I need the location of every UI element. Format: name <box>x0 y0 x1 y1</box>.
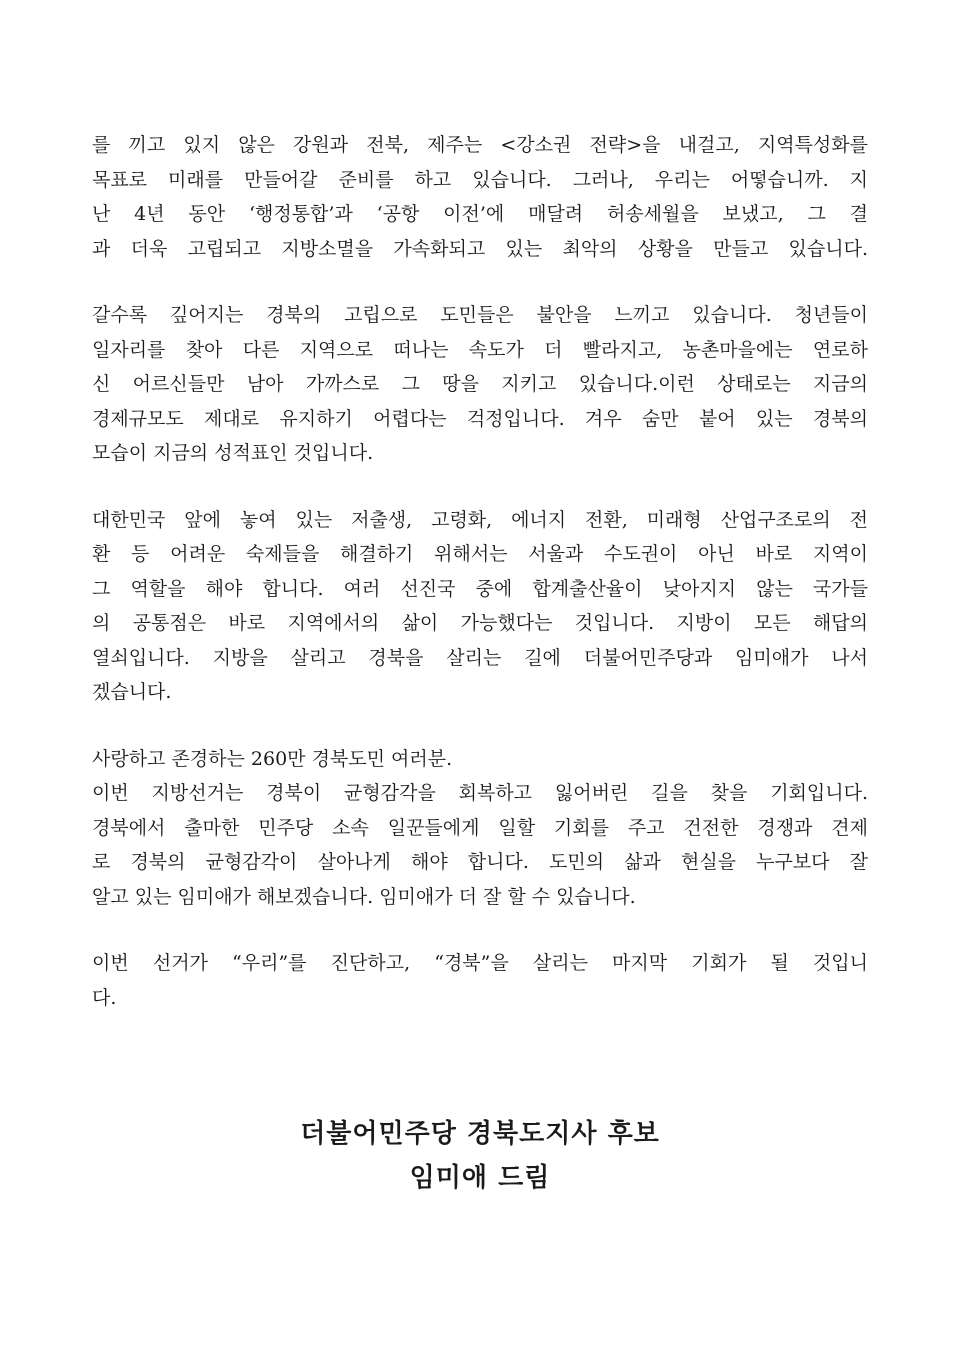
letter-body <box>92 128 868 1047</box>
text-line: 의 공통점은 바로 지역에서의 삶이 가능했다는 것입니다. 지방이 모든 해답의 <box>92 612 868 634</box>
text-line: 난 4년 동안 ‘행정통합’과 ‘공항 이전’에 매달려 허송세월을 보냈고, 그 결 <box>92 203 868 225</box>
text-line: 경제규모도 제대로 유지하기 어렵다는 걱정입니다. 겨우 숨만 붙어 있는 경북의 <box>92 407 868 430</box>
text-line: 를 끼고 있지 않은 강원과 전북, 제주는 <강소권 전략>을 내걸고, 지역특성화를 <box>92 134 868 156</box>
text-line: 대한민국 앞에 놓여 있는 저출생, 고령화, 에너지 전환, 미래형 산업구조로의 전 <box>92 508 868 531</box>
text-line: 열쇠입니다. 지방을 살리고 경북을 살리는 길에 더불어민주당과 임미애가 나서 <box>92 646 868 669</box>
text-line: 과 더욱 고립되고 지방소멸을 가속화되고 있는 최악의 상황을 만들고 있습니다. <box>92 237 868 260</box>
signature-affiliation: 더불어민주당 경북도지사 후보 <box>300 1119 660 1149</box>
signature-block <box>0 1112 960 1200</box>
text-line: 환 등 어려운 숙제들을 해결하기 위해서는 서울과 수도권이 아닌 바로 지역이 <box>92 543 868 565</box>
paragraph-2 <box>92 298 868 471</box>
text-line: 로 경북의 균형감각이 살아나게 해야 합니다. 도민의 삶과 현실을 누구보다 잘 <box>92 851 868 873</box>
paragraph-1 <box>92 128 868 266</box>
text-line: 갈수록 깊어지는 경북의 고립으로 도민들은 불안을 느끼고 있습니다. 청년들이 <box>92 304 868 326</box>
paragraph-5 <box>92 946 868 1015</box>
signature-name: 임미애 드림 <box>409 1163 551 1193</box>
text-line: 사랑하고 존경하는 260만 경북도민 여러분. <box>92 747 453 770</box>
text-line: 이번 선거가 “우리”를 진단하고, “경북”을 살리는 마지막 기회가 될 것입니 <box>92 952 868 974</box>
text-line: 모습이 지금의 성적표인 것입니다. <box>92 442 374 464</box>
paragraph-4 <box>92 742 868 915</box>
paragraph-3 <box>92 503 868 710</box>
text-line: 목표로 미래를 만들어갈 준비를 하고 있습니다. 그러나, 우리는 어떻습니까. 지 <box>92 168 868 191</box>
text-line: 알고 있는 임미애가 해보겠습니다. 임미애가 더 잘 할 수 있습니다. <box>92 885 636 908</box>
text-line: 일자리를 찾아 다른 지역으로 떠나는 속도가 더 빨라지고, 농촌마을에는 연로하 <box>92 338 868 361</box>
text-line: 그 역할을 해야 합니다. 여러 선진국 중에 합계출산율이 낮아지지 않는 국가들 <box>92 577 868 600</box>
text-line: 경북에서 출마한 민주당 소속 일꾼들에게 일할 기회를 주고 건전한 경쟁과 견제 <box>92 816 868 839</box>
text-line: 이번 지방선거는 경북이 균형감각을 회복하고 잃어버린 길을 찾을 기회입니다. <box>92 782 868 804</box>
text-line: 신 어르신들만 남아 가까스로 그 땅을 지키고 있습니다.이런 상태로는 지금의 <box>92 373 868 395</box>
text-line: 겠습니다. <box>92 681 172 703</box>
text-line: 다. <box>92 986 117 1009</box>
